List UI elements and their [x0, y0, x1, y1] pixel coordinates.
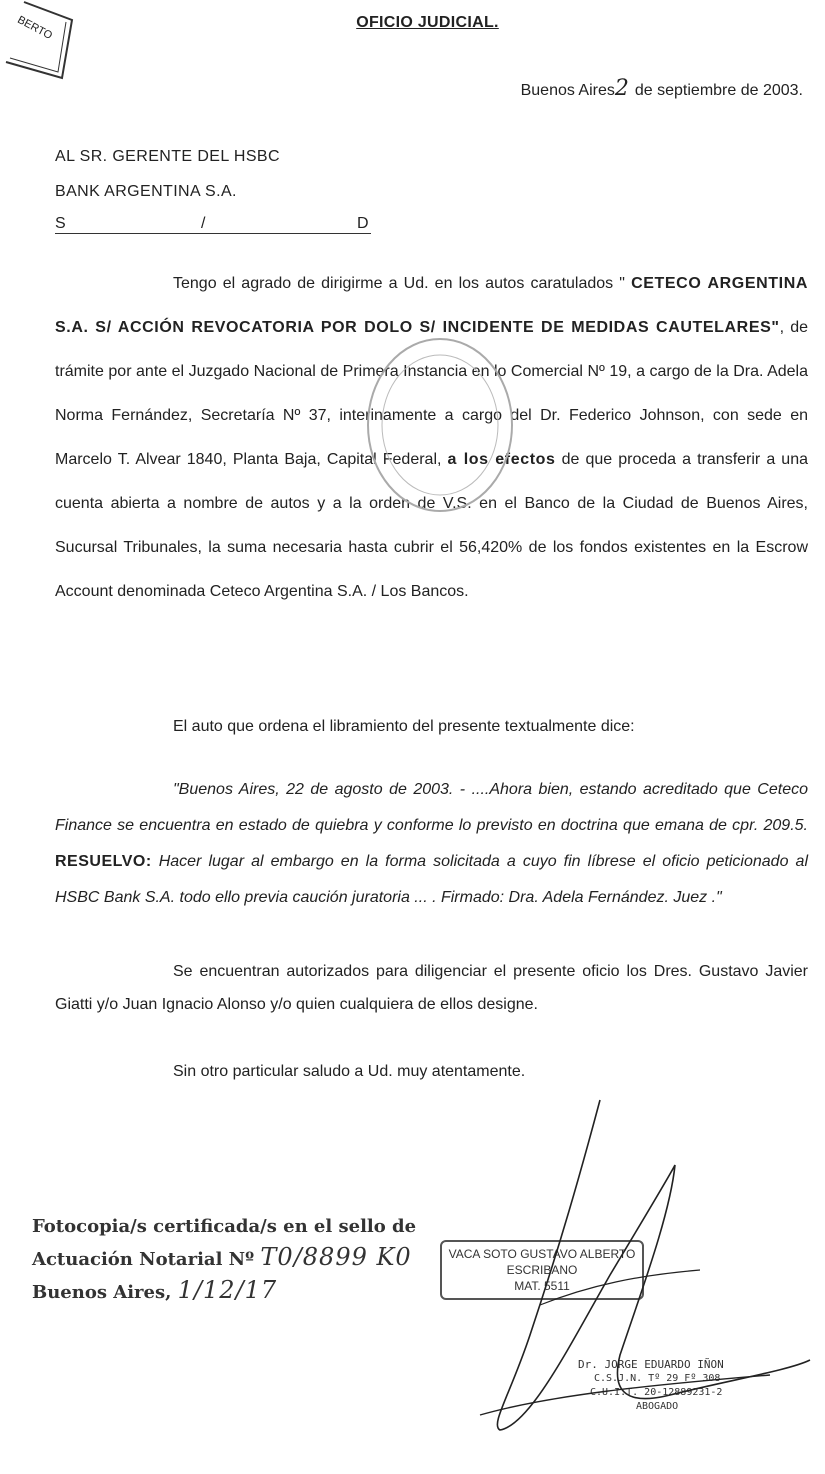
- addressee-s: S: [55, 215, 66, 232]
- signature-icon: [470, 1095, 815, 1455]
- date-suffix: de septiembre de 2003.: [634, 82, 803, 99]
- notarial-line3-prefix: Buenos Aires,: [32, 1282, 172, 1303]
- notarial-line1: Fotocopia/s certificada/s en el sello de: [32, 1216, 417, 1237]
- date-prefix: Buenos Aires: [520, 82, 615, 99]
- p1-start: Tengo el agrado de dirigirme a Ud. en los autos caratulados ": [173, 275, 632, 292]
- lawyer-registration: C.S.J.N. Tº 29 Fº 308: [594, 1373, 721, 1384]
- court-quote: [55, 772, 808, 916]
- notary-name: VACA SOTO GUSTAVO ALBERTO: [448, 1247, 636, 1261]
- date-handwritten-day: 2: [614, 76, 629, 101]
- court-seal-icon: [360, 330, 520, 520]
- notary-title: ESCRIBANO: [506, 1263, 578, 1277]
- p1-mid: , de trámite por ante el Juzgado Nacional de Primera Instancia en lo Comercial Nº 19, a cargo de la Dra. Adela Norma Fernández, Secretaría Nº 37, interinamente a cargo del Dr. Federico Johnson, con sede en Marcelo T. Alvear 1840, Planta Baja, Capital Federal,: [55, 319, 809, 468]
- date-line: [521, 76, 803, 101]
- addressee-sd-line: [55, 213, 371, 234]
- quote-start: "Buenos Aires, 22 de agosto de 2003. - ....Ahora bien, estando acreditado que Ceteco Finance se encuentra en estado de quiebra y conforme lo previsto en doctrina que emana de cpr. 209.5.: [55, 781, 808, 834]
- body-paragraph-3: Se encuentran autorizados para diligenciar el presente oficio los Dres. Gustavo Javier Giatti y/o Juan Ignacio Alonso y/o quien cualquiera de ellos designe.: [55, 963, 808, 1013]
- notarial-number-handwritten: T0/8899 K0: [260, 1243, 412, 1271]
- page-title: OFICIO JUDICIAL.: [356, 14, 499, 31]
- corner-stamp: [4, 0, 74, 80]
- closing-paragraph: Sin otro particular saludo a Ud. muy atentamente.: [173, 1063, 526, 1080]
- notarial-certification: [32, 1212, 416, 1308]
- body-paragraph-2: El auto que ordena el libramiento del presente textualmente dice:: [173, 718, 635, 735]
- notarial-line2-prefix: Actuación Notarial Nº: [32, 1249, 255, 1270]
- corner-stamp-text: BERTO: [15, 13, 55, 43]
- addressee-slash: /: [201, 215, 206, 232]
- quote-end: Hacer lugar al embargo en la forma solicitada a cuyo fin líbrese el oficio peticionado al HSBC Bank S.A. todo ello previa caución juratoria ... . Firmado: Dra. Adela Fernández. Juez .": [55, 853, 808, 906]
- addressee-d: D: [357, 215, 369, 232]
- notary-registration: MAT. 5511: [514, 1279, 570, 1293]
- lawyer-title: ABOGADO: [636, 1401, 679, 1412]
- quote-resuelvo: RESUELVO:: [55, 853, 152, 870]
- lawyer-name: Dr. JORGE EDUARDO IÑON: [578, 1358, 724, 1371]
- addressee-line2: BANK ARGENTINA S.A.: [55, 183, 237, 200]
- p1-effects: a los efectos: [447, 451, 556, 468]
- lawyer-cuit: C.U.I.T. 20-12889231-2: [590, 1387, 723, 1398]
- addressee-line1: AL SR. GERENTE DEL HSBC: [55, 148, 280, 165]
- notarial-date-handwritten: 1/12/17: [177, 1276, 278, 1304]
- p1-end: de que proceda a transferir a una cuenta abierta a nombre de autos y a la orden de V.S. en el Banco de la Ciudad de Buenos Aires, Sucursal Tribunales, la suma necesaria hasta cubrir el 56,420% de los fondos existentes en la Escrow Account denominada Ceteco Argentina S.A. / Los Bancos.: [55, 451, 809, 600]
- case-caption: CETECO ARGENTINA S.A. S/ ACCIÓN REVOCATORIA POR DOLO S/ INCIDENTE DE MEDIDAS CAUTELARES": [55, 275, 809, 336]
